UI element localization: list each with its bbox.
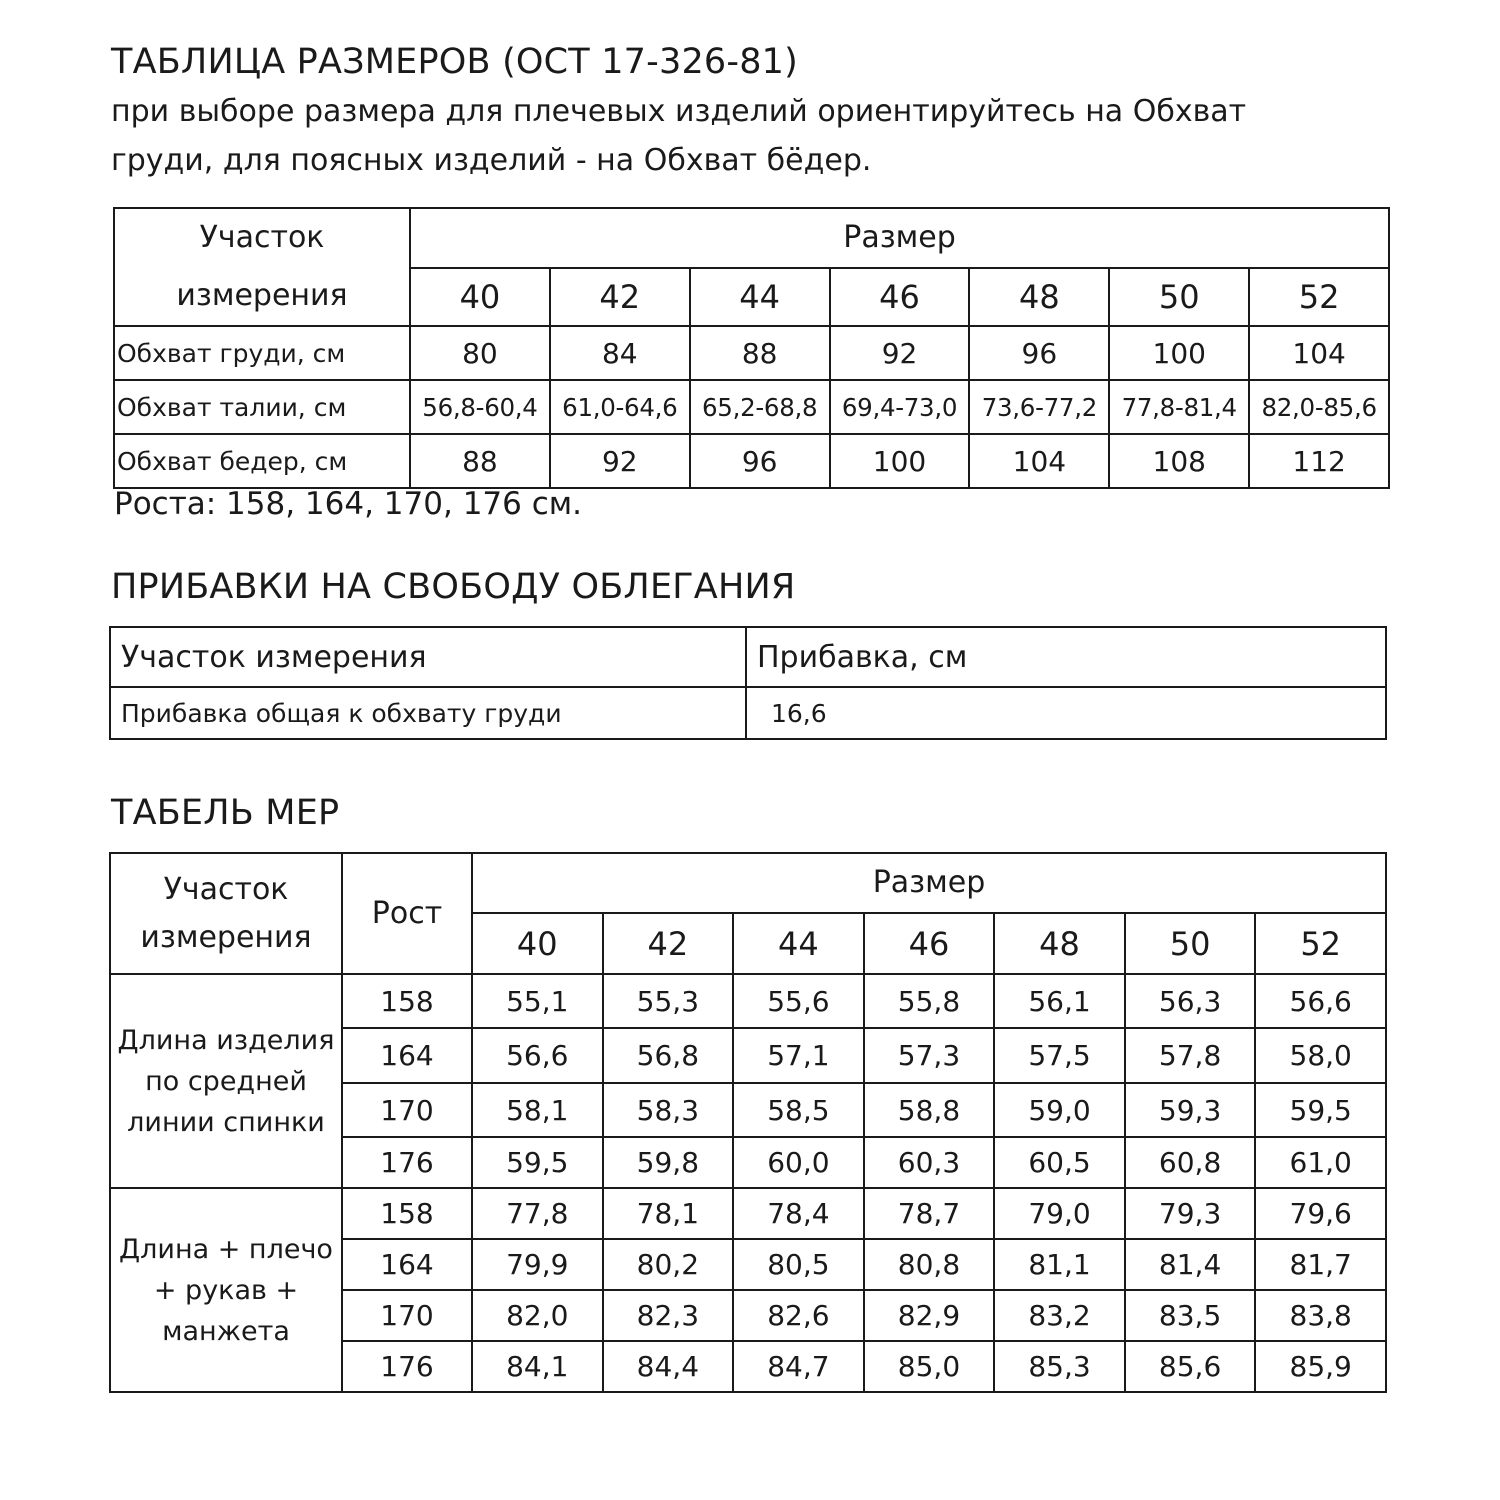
size-cell: 46 xyxy=(864,913,995,974)
value-cell: 84 xyxy=(550,326,690,380)
size-cell: 50 xyxy=(1109,268,1249,327)
value-cell: 80,2 xyxy=(603,1239,734,1290)
value-cell: 82,6 xyxy=(733,1290,864,1341)
group-label-sleeve-length xyxy=(110,1188,342,1392)
value-cell: 85,6 xyxy=(1125,1341,1256,1392)
value-cell: 16,6 xyxy=(746,687,1386,739)
table-row xyxy=(114,380,1389,434)
height-cell: 170 xyxy=(342,1083,472,1137)
heights-note: Роста: 158, 164, 170, 176 см. xyxy=(114,486,582,522)
measures-table xyxy=(109,852,1387,1393)
value-cell: 60,5 xyxy=(994,1137,1125,1188)
value-cell: 92 xyxy=(550,434,690,488)
row-label: Прибавка общая к обхвату груди xyxy=(110,687,746,739)
group-label-line: линии спинки xyxy=(127,1106,325,1138)
size-cell: 52 xyxy=(1255,913,1386,974)
value-cell: 56,1 xyxy=(994,974,1125,1028)
value-cell: 80 xyxy=(410,326,550,380)
value-cell: 59,3 xyxy=(1125,1083,1256,1137)
value-cell: 58,5 xyxy=(733,1083,864,1137)
value-cell: 61,0 xyxy=(1255,1137,1386,1188)
size-cell: 46 xyxy=(830,268,970,327)
value-cell: 56,8 xyxy=(603,1028,734,1083)
group-label-line: Длина + плечо xyxy=(119,1233,333,1265)
value-cell: 96 xyxy=(969,326,1109,380)
value-cell: 79,6 xyxy=(1255,1188,1386,1239)
height-cell: 158 xyxy=(342,974,472,1028)
table-row xyxy=(110,687,1386,739)
value-cell: 79,9 xyxy=(472,1239,603,1290)
size-table-subtitle xyxy=(111,87,1246,185)
ease-table xyxy=(109,626,1387,740)
ease-area-header: Участок измерения xyxy=(110,627,746,687)
value-cell: 79,3 xyxy=(1125,1188,1256,1239)
value-cell: 56,6 xyxy=(1255,974,1386,1028)
value-cell: 78,1 xyxy=(603,1188,734,1239)
value-cell: 88 xyxy=(690,326,830,380)
area-header xyxy=(114,208,410,326)
size-cell: 48 xyxy=(994,913,1125,974)
value-cell: 57,3 xyxy=(864,1028,995,1083)
size-table xyxy=(113,207,1390,489)
value-cell: 58,0 xyxy=(1255,1028,1386,1083)
value-cell: 81,4 xyxy=(1125,1239,1256,1290)
value-cell: 82,0-85,6 xyxy=(1249,380,1389,434)
value-cell: 59,5 xyxy=(472,1137,603,1188)
value-cell: 61,0-64,6 xyxy=(550,380,690,434)
value-cell: 55,3 xyxy=(603,974,734,1028)
value-cell: 59,5 xyxy=(1255,1083,1386,1137)
value-cell: 96 xyxy=(690,434,830,488)
ease-table-title: ПРИБАВКИ НА СВОБОДУ ОБЛЕГАНИЯ xyxy=(111,567,796,607)
size-cell: 44 xyxy=(690,268,830,327)
value-cell: 56,3 xyxy=(1125,974,1256,1028)
value-cell: 58,3 xyxy=(603,1083,734,1137)
value-cell: 59,0 xyxy=(994,1083,1125,1137)
value-cell: 85,9 xyxy=(1255,1341,1386,1392)
group-label-back-length xyxy=(110,974,342,1188)
value-cell: 57,5 xyxy=(994,1028,1125,1083)
height-cell: 164 xyxy=(342,1239,472,1290)
size-table-title: ТАБЛИЦА РАЗМЕРОВ (ОСТ 17-326-81) xyxy=(111,42,799,82)
row-label: Обхват талии, см xyxy=(114,380,410,434)
value-cell: 60,0 xyxy=(733,1137,864,1188)
value-cell: 55,6 xyxy=(733,974,864,1028)
value-cell: 82,3 xyxy=(603,1290,734,1341)
subtitle-line-2: груди, для поясных изделий - на Обхват бёдер. xyxy=(111,143,872,178)
value-cell: 82,0 xyxy=(472,1290,603,1341)
height-cell: 164 xyxy=(342,1028,472,1083)
value-cell: 85,0 xyxy=(864,1341,995,1392)
ease-value-header: Прибавка, см xyxy=(746,627,1386,687)
value-cell: 108 xyxy=(1109,434,1249,488)
height-cell: 176 xyxy=(342,1341,472,1392)
value-cell: 69,4-73,0 xyxy=(830,380,970,434)
row-label: Обхват бедер, см xyxy=(114,434,410,488)
group-label-line: манжета xyxy=(162,1315,290,1347)
subtitle-line-1: при выборе размера для плечевых изделий ориентируйтесь на Обхват xyxy=(111,94,1247,129)
size-header: Размер xyxy=(410,208,1389,268)
value-cell: 77,8 xyxy=(472,1188,603,1239)
value-cell: 112 xyxy=(1249,434,1389,488)
value-cell: 81,7 xyxy=(1255,1239,1386,1290)
value-cell: 84,1 xyxy=(472,1341,603,1392)
table-row xyxy=(114,326,1389,380)
value-cell: 100 xyxy=(1109,326,1249,380)
size-cell: 40 xyxy=(472,913,603,974)
value-cell: 56,8-60,4 xyxy=(410,380,550,434)
area-header-line-1: Участок xyxy=(199,220,325,255)
value-cell: 77,8-81,4 xyxy=(1109,380,1249,434)
table-row xyxy=(110,1188,1386,1239)
value-cell: 58,1 xyxy=(472,1083,603,1137)
value-cell: 84,4 xyxy=(603,1341,734,1392)
value-cell: 55,8 xyxy=(864,974,995,1028)
measures-table-title: ТАБЕЛЬ МЕР xyxy=(111,793,340,833)
value-cell: 104 xyxy=(969,434,1109,488)
value-cell: 83,2 xyxy=(994,1290,1125,1341)
area-header-line-1: Участок xyxy=(163,871,289,907)
height-cell: 170 xyxy=(342,1290,472,1341)
value-cell: 80,8 xyxy=(864,1239,995,1290)
value-cell: 60,8 xyxy=(1125,1137,1256,1188)
height-cell: 176 xyxy=(342,1137,472,1188)
row-label: Обхват груди, см xyxy=(114,326,410,380)
value-cell: 83,5 xyxy=(1125,1290,1256,1341)
size-cell: 44 xyxy=(733,913,864,974)
value-cell: 60,3 xyxy=(864,1137,995,1188)
value-cell: 58,8 xyxy=(864,1083,995,1137)
value-cell: 80,5 xyxy=(733,1239,864,1290)
value-cell: 82,9 xyxy=(864,1290,995,1341)
table-row xyxy=(114,434,1389,488)
value-cell: 104 xyxy=(1249,326,1389,380)
value-cell: 59,8 xyxy=(603,1137,734,1188)
value-cell: 83,8 xyxy=(1255,1290,1386,1341)
value-cell: 78,7 xyxy=(864,1188,995,1239)
value-cell: 81,1 xyxy=(994,1239,1125,1290)
value-cell: 88 xyxy=(410,434,550,488)
group-label-line: + рукав + xyxy=(153,1274,299,1306)
size-cell: 42 xyxy=(550,268,690,327)
size-cell: 48 xyxy=(969,268,1109,327)
size-cell: 50 xyxy=(1125,913,1256,974)
value-cell: 84,7 xyxy=(733,1341,864,1392)
value-cell: 85,3 xyxy=(994,1341,1125,1392)
value-cell: 56,6 xyxy=(472,1028,603,1083)
value-cell: 57,1 xyxy=(733,1028,864,1083)
value-cell: 100 xyxy=(830,434,970,488)
size-cell: 40 xyxy=(410,268,550,327)
value-cell: 57,8 xyxy=(1125,1028,1256,1083)
value-cell: 78,4 xyxy=(733,1188,864,1239)
group-label-line: Длина изделия xyxy=(117,1024,335,1056)
area-header-line-2: измерения xyxy=(140,919,312,955)
group-label-line: по средней xyxy=(145,1065,307,1097)
value-cell: 92 xyxy=(830,326,970,380)
height-header: Рост xyxy=(342,853,472,974)
size-header: Размер xyxy=(472,853,1386,913)
value-cell: 65,2-68,8 xyxy=(690,380,830,434)
value-cell: 55,1 xyxy=(472,974,603,1028)
height-cell: 158 xyxy=(342,1188,472,1239)
area-header xyxy=(110,853,342,974)
table-row xyxy=(110,974,1386,1028)
area-header-line-2: измерения xyxy=(176,278,348,313)
value-cell: 73,6-77,2 xyxy=(969,380,1109,434)
size-cell: 52 xyxy=(1249,268,1389,327)
size-cell: 42 xyxy=(603,913,734,974)
value-cell: 79,0 xyxy=(994,1188,1125,1239)
